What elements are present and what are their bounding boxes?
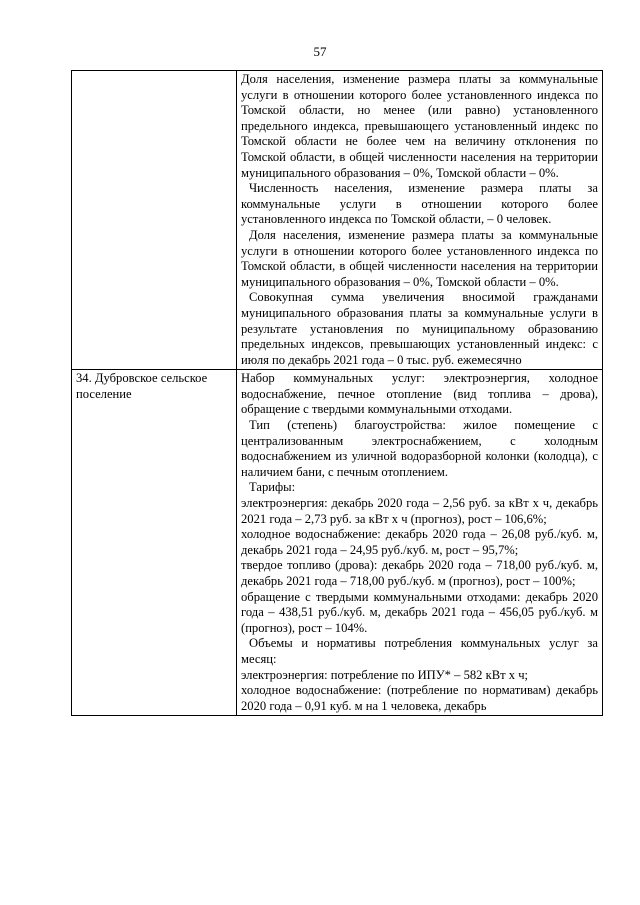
paragraph-population-share-limit: Доля населения, изменение размера платы за коммунальные услуги в отношении которого более установленного индекса по Томской области, но менее (или равно) установленного предельного индекса, превышающего установленный индекс по Томской области не более чем на величину отклонения по Томской области, в общей численности населения на территории муниципального образования – 0%, Томской области – 0%. — [241, 72, 598, 180]
paragraph-population-count: Численность населения, изменение размера платы за коммунальные услуги в отношении которого более установленного индекса по Томской области, – 0 человек. — [241, 181, 598, 227]
paragraph-water-consumption: холодное водоснабжение: (потребление по нормативам) декабрь 2020 года – 0,91 куб. м на 1 человека, декабрь — [241, 683, 598, 713]
paragraph-tariff-water: холодное водоснабжение: декабрь 2020 года – 26,08 руб./куб. м, декабрь 2021 года – 24,95 руб./куб. м, рост – 95,7%; — [241, 527, 598, 557]
paragraph-services-set: Набор коммунальных услуг: электроэнергия, холодное водоснабжение, печное отопление (вид топлива – дрова), обращение с твердыми коммунальными отходами. — [241, 371, 598, 417]
table-row — [72, 71, 603, 370]
paragraph-electricity-consumption: электроэнергия: потребление по ИПУ* – 582 кВт х ч; — [241, 667, 529, 682]
municipal-tariffs-table — [71, 70, 603, 716]
table-cell-municipality: 34. Дубровское сельское поселение — [72, 370, 237, 716]
paragraph-improvement-type: Тип (степень) благоустройства: жилое помещение с централизованным электроснабжением, с холодным водоснабжением из уличной водоразборной колонки (колодца), с наличием бани, с печным отоплением. — [241, 418, 598, 479]
paragraph-tariff-electricity: электроэнергия: декабрь 2020 года – 2,56 руб. за кВт х ч, декабрь 2021 года – 2,73 руб. за кВт х ч (прогноз), рост – 106,6%; — [241, 496, 598, 526]
table-cell-description — [237, 370, 603, 716]
paragraph-tariff-waste: обращение с твердыми коммунальными отходами: декабрь 2020 года – 438,51 руб./куб. м, декабрь 2021 года – 456,05 руб./куб. м (прогноз), рост – 104%. — [241, 589, 598, 635]
table-cell-municipality — [72, 71, 237, 370]
paragraph-total-increase: Совокупная сумма увеличения вносимой гражданами муниципального образования платы за коммунальные услуги в результате установления по муниципальному образованию предельных индексов, превышающих установленный индекс: с июля по декабрь 2021 года – 0 тыс. руб. ежемесячно — [241, 290, 598, 367]
paragraph-tariffs-heading: Тарифы: — [249, 480, 296, 495]
paragraph-population-share-index: Доля населения, изменение размера платы за коммунальные услуги в отношении которого более установленного индекса по Томской области, в общей численности населения на территории муниципального образования – 0%, Томской области – 0%. — [241, 227, 598, 289]
page-number: 57 — [313, 44, 327, 59]
paragraph-tariff-fuel: твердое топливо (дрова): декабрь 2020 года – 718,00 руб./куб. м, декабрь 2021 года – 718,00 руб./куб. м (прогноз), рост – 100%; — [241, 558, 598, 588]
table-cell-description — [237, 71, 603, 370]
paragraph-volumes-heading: Объемы и нормативы потребления коммунальных услуг за месяц: — [241, 636, 598, 666]
table-row — [72, 370, 603, 716]
